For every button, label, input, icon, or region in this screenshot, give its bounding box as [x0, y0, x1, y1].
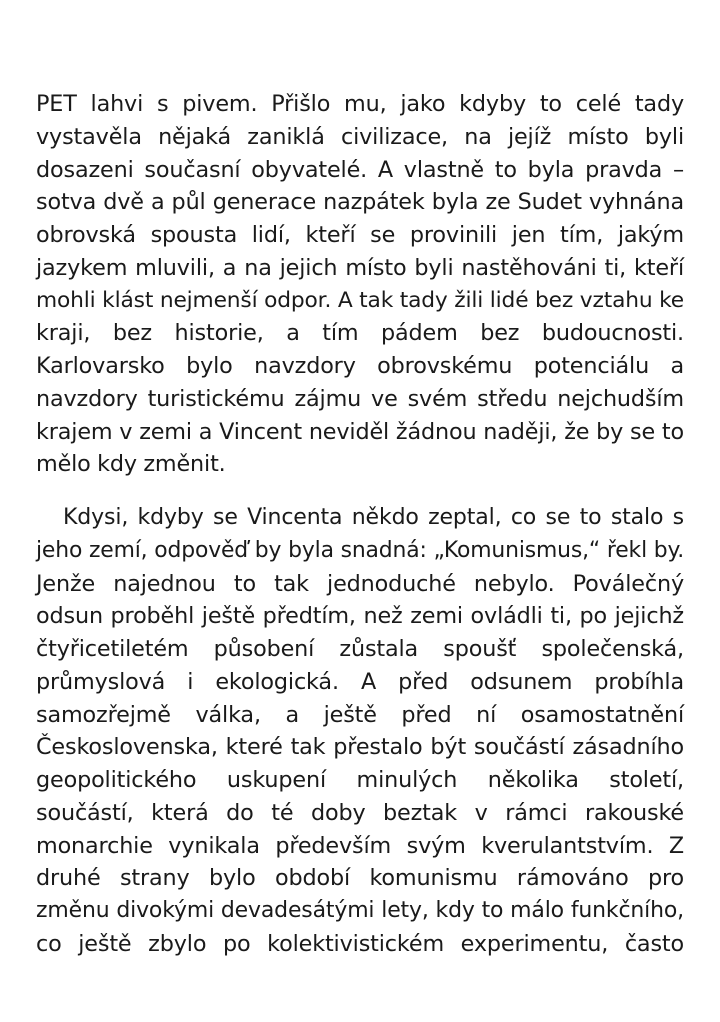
book-page: [36, 88, 684, 961]
text-line: dosazeni současní obyvatelé. A vlastně to byla pravda –: [36, 156, 684, 183]
text-line: mělo kdy změnit.: [36, 451, 226, 478]
text-line: odsun proběhl ještě předtím, než zemi ovládli ti, po jejichž: [36, 603, 684, 630]
text-line: mohli klást nejmenší odpor. A tak tady žili lidé bez vztahu ke: [36, 287, 684, 313]
text-line: navzdory turistickému zájmu ve svém středu nejchudším: [36, 385, 684, 412]
text-line: obrovská spousta lidí, kteří se provinili jen tím, jakým: [36, 222, 684, 248]
text-line: Československa, které tak přestalo být součástí zásadního: [36, 734, 684, 761]
text-line: Karlovarsko bylo navzdory obrovskému potenciálu a: [36, 353, 684, 379]
text-line: monarchie vynikala především svým kverulantstvím. Z: [36, 832, 684, 859]
text-line: samozřejmě válka, a ještě před ní osamostatnění: [36, 701, 684, 728]
text-line: PET lahvi s pivem. Přišlo mu, jako kdyby to celé tady: [36, 91, 684, 117]
text-line: co ještě zbylo po kolektivistickém experimentu, často: [36, 930, 684, 957]
text-line: čtyřicetiletém působení zůstala spoušť společenská,: [36, 636, 684, 662]
paragraph-1: [36, 88, 684, 481]
paragraph-2: [36, 502, 684, 961]
text-line: geopolitického uskupení minulých několika století,: [36, 767, 684, 793]
text-line: kraji, bez historie, a tím pádem bez budoucnosti.: [36, 320, 684, 347]
text-line: součástí, která do té doby beztak v rámci rakouské: [36, 799, 684, 826]
text-line: jazykem mluvili, a na jejich místo byli nastěhováni ti, kteří: [36, 254, 684, 281]
text-line: druhé strany bylo období komunismu rámováno pro: [36, 865, 684, 892]
text-line: jeho zemí, odpověď by byla snadná: „Komunismus,“ řekl by.: [36, 537, 684, 563]
text-line: Jenže najednou to tak jednoduché nebylo. Poválečný: [36, 570, 684, 597]
text-line: změnu divokými devadesátými lety, kdy to málo funkčního,: [36, 898, 684, 923]
text-line: průmyslová i ekologická. A před odsunem probíhla: [36, 668, 684, 695]
text-line: krajem v zemi a Vincent neviděl žádnou naději, že by se to: [36, 418, 684, 445]
text-line: sotva dvě a půl generace nazpátek byla ze Sudet vyhnána: [36, 189, 684, 216]
text-line: Kdysi, kdyby se Vincenta někdo zeptal, co se to stalo s: [63, 505, 684, 530]
text-line: vystavěla nějaká zaniklá civilizace, na jejíž místo byli: [36, 123, 684, 150]
